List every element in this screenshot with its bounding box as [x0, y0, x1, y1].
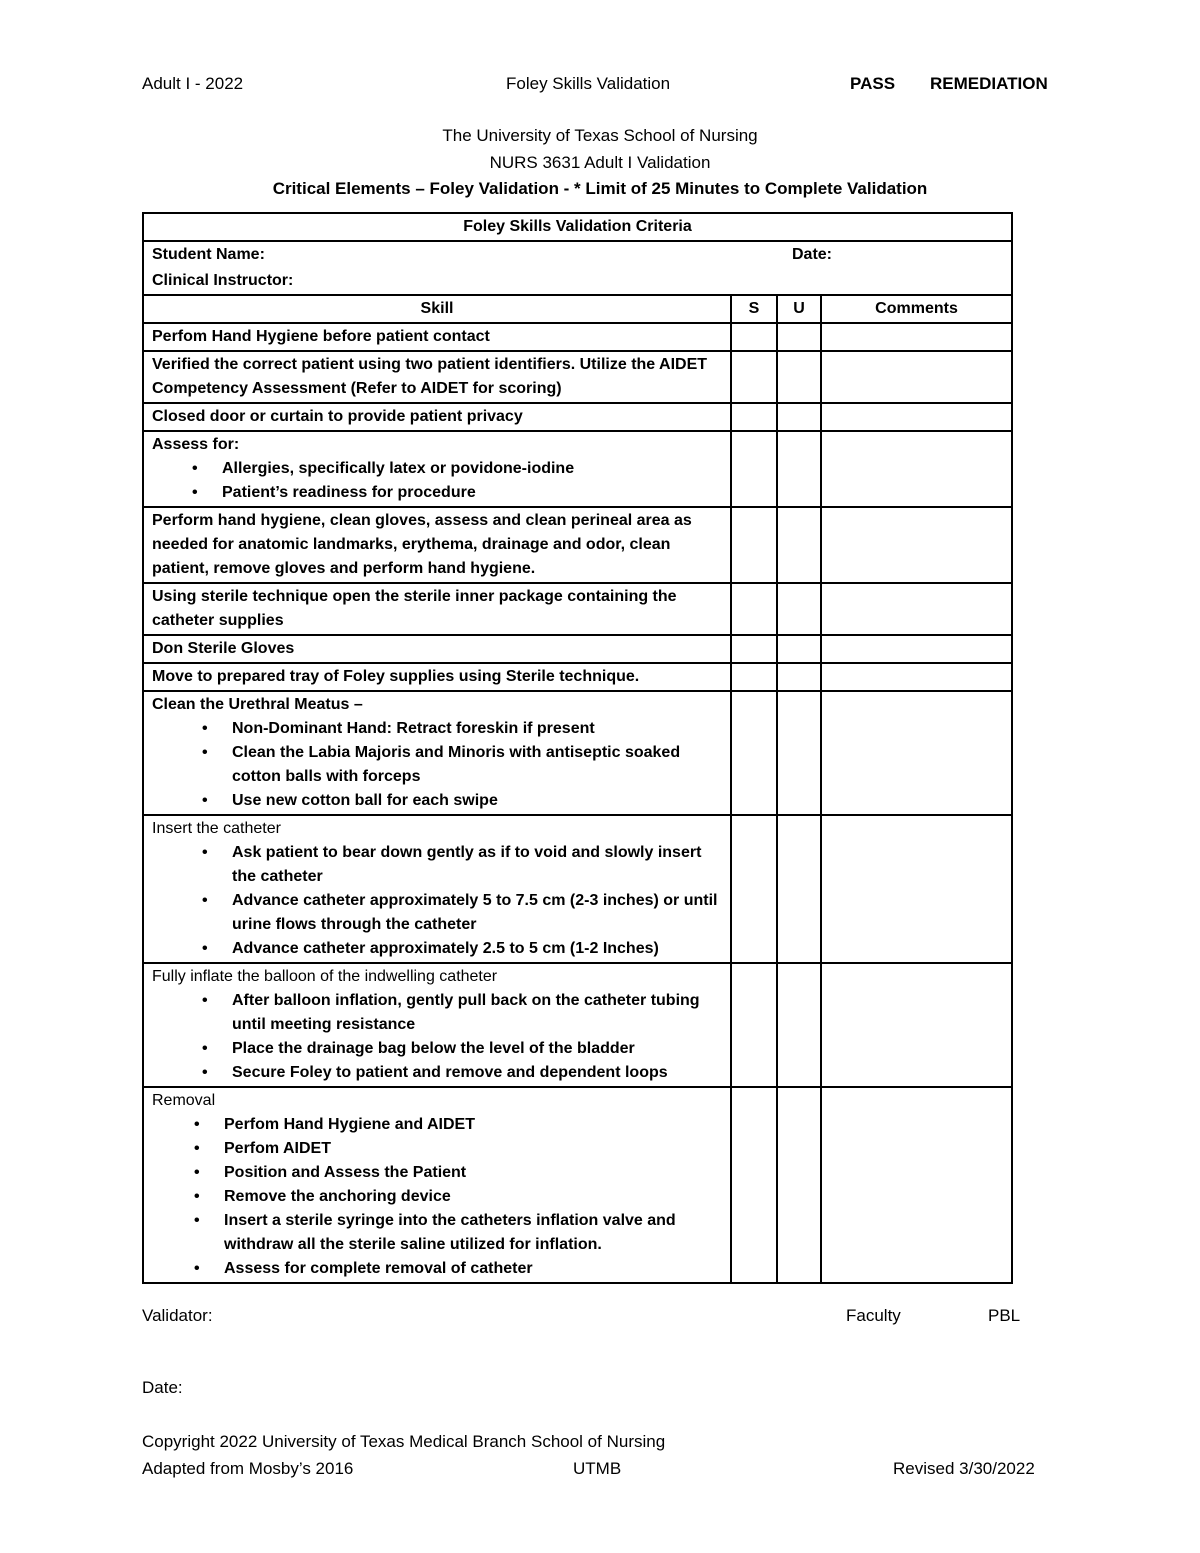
student-info-cell — [143, 241, 1012, 295]
table-row — [143, 507, 1012, 583]
pbl-option: PBL — [988, 1306, 1021, 1325]
comments-cell[interactable] — [821, 583, 1012, 635]
comments-cell[interactable] — [821, 963, 1012, 1087]
s-cell[interactable] — [731, 691, 777, 815]
table-row — [143, 323, 1012, 351]
u-cell[interactable] — [777, 583, 821, 635]
date-label: Date: — [792, 246, 833, 263]
col-skill-header: Skill — [143, 295, 731, 323]
bullet-item: • Use new cotton ball for each swipe — [232, 789, 722, 813]
skill-cell: Closed door or curtain to provide patient privacy — [143, 403, 731, 431]
course-validation-title: NURS 3631 Adult I Validation — [489, 153, 711, 172]
s-cell[interactable] — [731, 507, 777, 583]
comments-cell[interactable] — [821, 1087, 1012, 1283]
u-cell[interactable] — [777, 1087, 821, 1283]
remediation-label: REMEDIATION — [930, 74, 1048, 93]
comments-cell[interactable] — [821, 691, 1012, 815]
col-u-header: U — [777, 295, 821, 323]
table-row — [143, 663, 1012, 691]
u-cell[interactable] — [777, 963, 821, 1087]
bullet-item: • Clean the Labia Majoris and Minoris with antiseptic soaked cotton balls with forceps — [232, 741, 722, 789]
skill-cell: Verified the correct patient using two patient identifiers. Utilize the AIDET Competency Assessment (Refer to AIDET for scoring) — [143, 351, 731, 403]
faculty-option: Faculty — [846, 1306, 901, 1325]
s-cell[interactable] — [731, 815, 777, 963]
bullet-item: • Advance catheter approximately 2.5 to 5 cm (1-2 Inches) — [232, 937, 722, 961]
s-cell[interactable] — [731, 583, 777, 635]
table-row — [143, 1087, 1012, 1283]
col-s-header: S — [731, 295, 777, 323]
skill-cell — [143, 815, 731, 963]
bullet-item: • Secure Foley to patient and remove and dependent loops — [232, 1061, 722, 1085]
skill-intro: Removal — [152, 1092, 216, 1109]
bullet-item: • Assess for complete removal of catheter — [224, 1257, 722, 1281]
comments-cell[interactable] — [821, 815, 1012, 963]
bullet-item: • Allergies, specifically latex or povidone-iodine — [222, 457, 722, 481]
utmb-text: UTMB — [573, 1459, 622, 1478]
revised-text: Revised 3/30/2022 — [893, 1459, 1035, 1478]
u-cell[interactable] — [777, 403, 821, 431]
table-row — [143, 403, 1012, 431]
s-cell[interactable] — [731, 1087, 777, 1283]
skill-cell — [143, 963, 731, 1087]
bullet-list — [152, 457, 722, 505]
table-row — [143, 963, 1012, 1087]
bullet-list — [152, 717, 722, 813]
s-cell[interactable] — [731, 431, 777, 507]
copyright-text: Copyright 2022 University of Texas Medical Branch School of Nursing — [142, 1432, 666, 1451]
bullet-item: • Insert a sterile syringe into the catheters inflation valve and withdraw all the sterile saline utilized for inflation. — [224, 1209, 722, 1257]
form-title: Foley Skills Validation — [506, 74, 671, 93]
u-cell[interactable] — [777, 635, 821, 663]
comments-cell[interactable] — [821, 323, 1012, 351]
bullet-item: • Remove the anchoring device — [224, 1185, 722, 1209]
table-row — [143, 351, 1012, 403]
u-cell[interactable] — [777, 507, 821, 583]
comments-cell[interactable] — [821, 431, 1012, 507]
u-cell[interactable] — [777, 323, 821, 351]
adapted-text: Adapted from Mosby’s 2016 — [142, 1459, 354, 1478]
bullet-item: • Perfom AIDET — [224, 1137, 722, 1161]
skill-intro: Clean the Urethral Meatus – — [152, 696, 363, 713]
bullet-item: • Perfom Hand Hygiene and AIDET — [224, 1113, 722, 1137]
skill-cell: Move to prepared tray of Foley supplies using Sterile technique. — [143, 663, 731, 691]
bullet-item: • Ask patient to bear down gently as if to void and slowly insert the catheter — [232, 841, 722, 889]
u-cell[interactable] — [777, 691, 821, 815]
comments-cell[interactable] — [821, 351, 1012, 403]
clinical-instructor-label: Clinical Instructor: — [152, 272, 294, 289]
bullet-item: • Place the drainage bag below the level of the bladder — [232, 1037, 722, 1061]
bullet-list — [152, 1113, 722, 1281]
skill-cell — [143, 431, 731, 507]
skill-cell: Perform hand hygiene, clean gloves, assess and clean perineal area as needed for anatomic landmarks, erythema, drainage and odor, clean patient, remove gloves and perform hand hygiene. — [143, 507, 731, 583]
bullet-item: • Advance catheter approximately 5 to 7.5 cm (2-3 inches) or until urine flows through the catheter — [232, 889, 722, 937]
s-cell[interactable] — [731, 323, 777, 351]
school-title: The University of Texas School of Nursing — [442, 126, 758, 145]
validation-table — [142, 212, 1013, 1284]
bullet-list — [152, 989, 722, 1085]
u-cell[interactable] — [777, 663, 821, 691]
critical-elements-title: Critical Elements – Foley Validation - * Limit of 25 Minutes to Complete Validation — [272, 179, 928, 198]
bullet-item: • After balloon inflation, gently pull back on the catheter tubing until meeting resistance — [232, 989, 722, 1037]
skill-cell — [143, 1087, 731, 1283]
table-row — [143, 635, 1012, 663]
comments-cell[interactable] — [821, 403, 1012, 431]
table-row — [143, 431, 1012, 507]
skill-cell: Don Sterile Gloves — [143, 635, 731, 663]
bullet-list — [152, 841, 722, 961]
comments-cell[interactable] — [821, 635, 1012, 663]
validator-label: Validator: — [142, 1306, 213, 1325]
u-cell[interactable] — [777, 351, 821, 403]
u-cell[interactable] — [777, 431, 821, 507]
table-row — [143, 815, 1012, 963]
comments-cell[interactable] — [821, 507, 1012, 583]
comments-cell[interactable] — [821, 663, 1012, 691]
table-row — [143, 691, 1012, 815]
s-cell[interactable] — [731, 403, 777, 431]
skill-intro: Insert the catheter — [152, 820, 281, 837]
footer-date-label: Date: — [142, 1378, 183, 1397]
table-caption: Foley Skills Validation Criteria — [143, 213, 1012, 241]
skill-cell — [143, 691, 731, 815]
bullet-item: • Position and Assess the Patient — [224, 1161, 722, 1185]
s-cell[interactable] — [731, 351, 777, 403]
s-cell[interactable] — [731, 963, 777, 1087]
bullet-item: • Patient’s readiness for procedure — [222, 481, 722, 505]
s-cell[interactable] — [731, 635, 777, 663]
s-cell[interactable] — [731, 663, 777, 691]
skill-cell: Perfom Hand Hygiene before patient contact — [143, 323, 731, 351]
course-label: Adult I - 2022 — [142, 74, 244, 93]
skill-intro: Assess for: — [152, 436, 240, 453]
u-cell[interactable] — [777, 815, 821, 963]
pass-label: PASS — [850, 74, 896, 93]
skill-intro: Fully inflate the balloon of the indwelling catheter — [152, 968, 498, 985]
bullet-item: • Non-Dominant Hand: Retract foreskin if present — [232, 717, 722, 741]
skill-cell: Using sterile technique open the sterile inner package containing the catheter supplies — [143, 583, 731, 635]
col-comments-header: Comments — [821, 295, 1012, 323]
student-name-label: Student Name: — [152, 246, 265, 263]
table-row — [143, 583, 1012, 635]
